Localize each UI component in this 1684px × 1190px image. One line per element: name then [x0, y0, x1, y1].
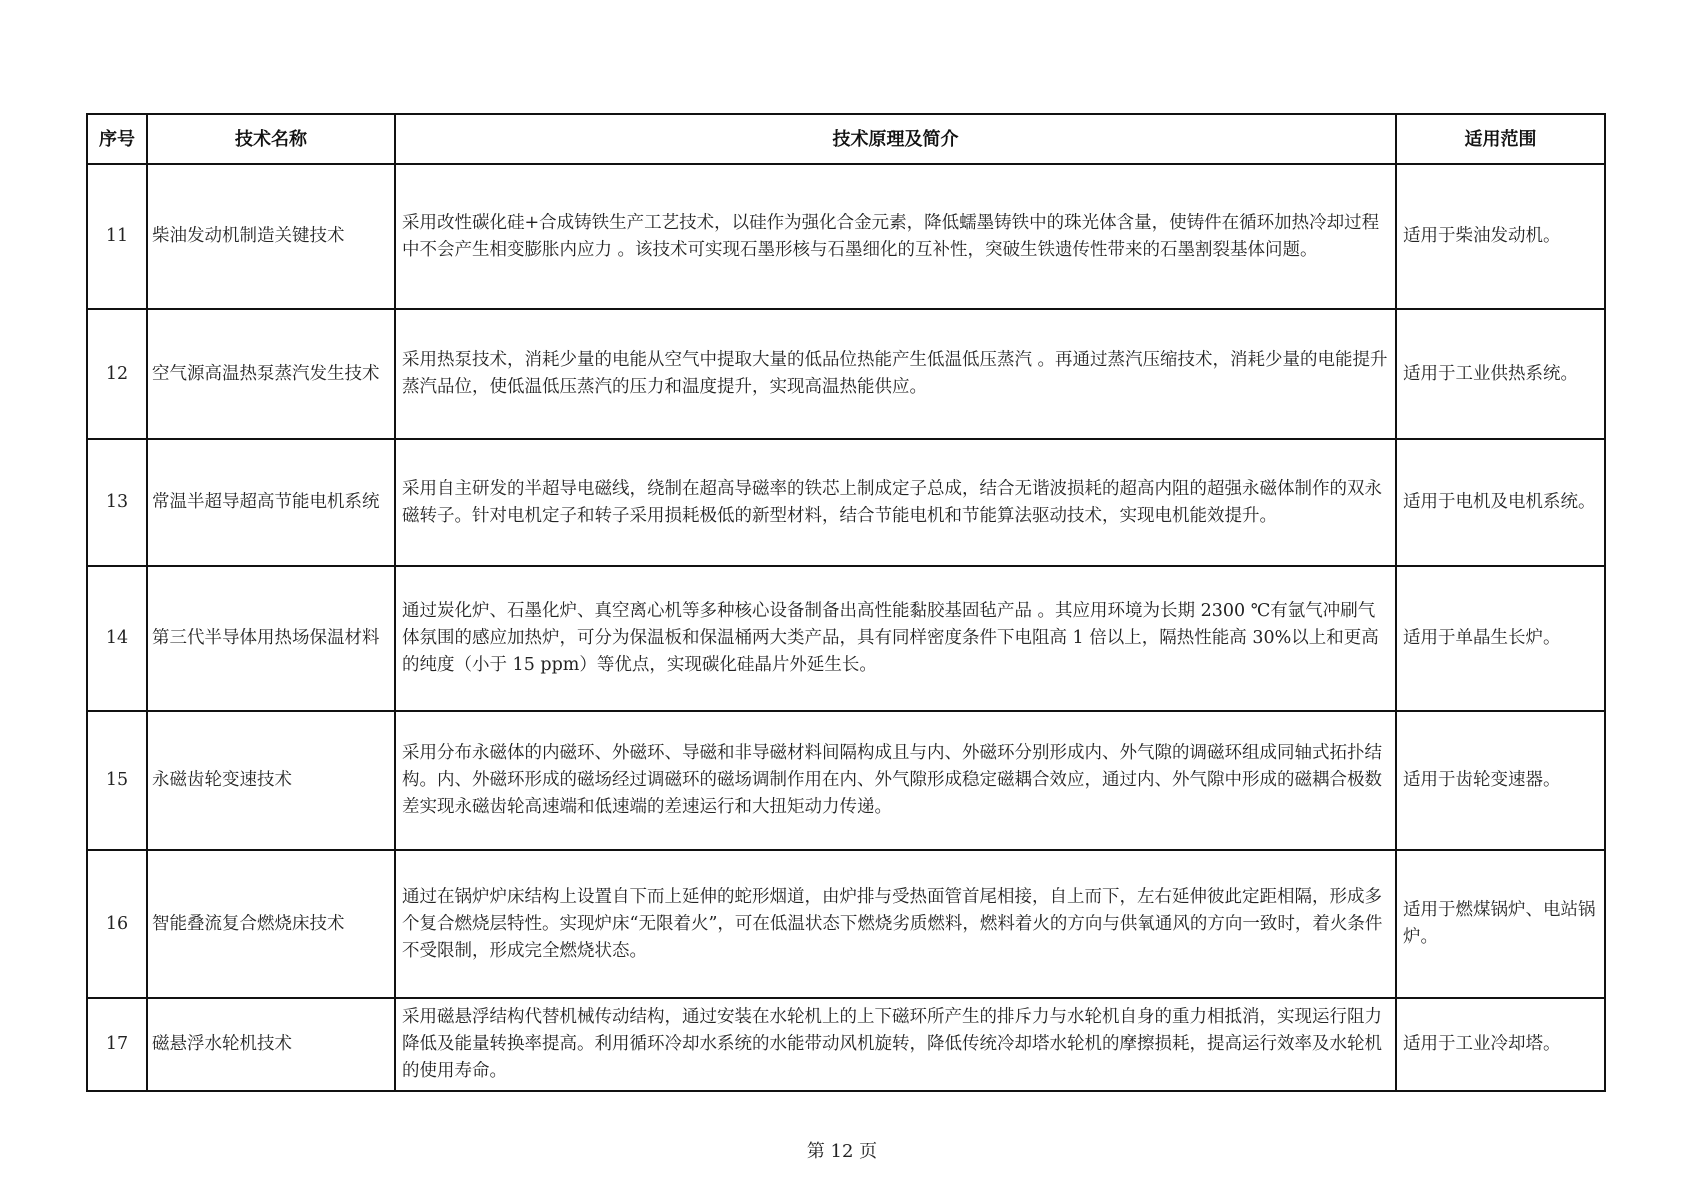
row-scope: 适用于柴油发动机。: [1396, 164, 1605, 309]
row-description: 通过炭化炉、石墨化炉、真空离心机等多种核心设备制备出高性能黏胶基固毡产品 。其应用环境为长期 2300 ℃有氩气冲刷气体氛围的感应加热炉，可分为保温板和保温桶两大类产品，具有同样密度条件下电阻高 1 倍以上，隔热性能高 30%以上和更高的纯度（小于 15 ppm）等优点，实现碳化硅晶片外延生长。: [395, 566, 1396, 711]
page-number: 第 12 页: [806, 1141, 878, 1162]
row-tech-name: 智能叠流复合燃烧床技术: [147, 850, 395, 998]
header-scope: 适用范围: [1396, 114, 1605, 164]
table-row: [87, 439, 1605, 566]
table-row: [87, 998, 1605, 1091]
row-no: 12: [87, 309, 147, 439]
table-row: [87, 309, 1605, 439]
row-no: 17: [87, 998, 147, 1091]
row-no: 13: [87, 439, 147, 566]
row-scope: 适用于单晶生长炉。: [1396, 566, 1605, 711]
row-description: 采用分布永磁体的内磁环、外磁环、导磁和非导磁材料间隔构成且与内、外磁环分别形成内、外气隙的调磁环组成同轴式拓扑结构。内、外磁环形成的磁场经过调磁环的磁场调制作用在内、外气隙形成稳定磁耦合效应，通过内、外气隙中形成的磁耦合极数差实现永磁齿轮高速端和低速端的差速运行和大扭矩动力传递。: [395, 711, 1396, 850]
row-description: 采用改性碳化硅+合成铸铁生产工艺技术，以硅作为强化合金元素，降低蠕墨铸铁中的珠光体含量，使铸件在循环加热冷却过程中不会产生相变膨胀内应力 。该技术可实现石墨形核与石墨细化的互补性，突破生铁遗传性带来的石墨割裂基体问题。: [395, 164, 1396, 309]
table-row: [87, 164, 1605, 309]
row-description: 通过在锅炉炉床结构上设置自下而上延伸的蛇形烟道，由炉排与受热面管首尾相接，自上而下，左右延伸彼此定距相隔，形成多个复合燃烧层特性。实现炉床“无限着火”，可在低温状态下燃烧劣质燃料，燃料着火的方向与供氧通风的方向一致时，着火条件不受限制，形成完全燃烧状态。: [395, 850, 1396, 998]
row-no: 14: [87, 566, 147, 711]
header-no: 序号: [87, 114, 147, 164]
row-scope: 适用于电机及电机系统。: [1396, 439, 1605, 566]
header-desc: 技术原理及简介: [395, 114, 1396, 164]
row-scope: 适用于燃煤锅炉、电站锅炉。: [1396, 850, 1605, 998]
row-description: 采用热泵技术，消耗少量的电能从空气中提取大量的低品位热能产生低温低压蒸汽 。再通过蒸汽压缩技术，消耗少量的电能提升蒸汽品位，使低温低压蒸汽的压力和温度提升，实现高温热能供应。: [395, 309, 1396, 439]
row-tech-name: 空气源高温热泵蒸汽发生技术: [147, 309, 395, 439]
technology-table: [86, 113, 1606, 1092]
row-no: 15: [87, 711, 147, 850]
header-row: [87, 114, 1605, 164]
row-tech-name: 第三代半导体用热场保温材料: [147, 566, 395, 711]
row-tech-name: 常温半超导超高节能电机系统: [147, 439, 395, 566]
row-tech-name: 柴油发动机制造关键技术: [147, 164, 395, 309]
table-header: [87, 114, 1605, 164]
table-body: [87, 164, 1605, 1091]
row-tech-name: 磁悬浮水轮机技术: [147, 998, 395, 1091]
table-row: [87, 566, 1605, 711]
row-description: 采用自主研发的半超导电磁线，绕制在超高导磁率的铁芯上制成定子总成，结合无谐波损耗的超高内阻的超强永磁体制作的双永磁转子。针对电机定子和转子采用损耗极低的新型材料，结合节能电机和节能算法驱动技术，实现电机能效提升。: [395, 439, 1396, 566]
row-scope: 适用于工业供热系统。: [1396, 309, 1605, 439]
row-no: 11: [87, 164, 147, 309]
header-name: 技术名称: [147, 114, 395, 164]
row-no: 16: [87, 850, 147, 998]
table-row: [87, 711, 1605, 850]
row-scope: 适用于齿轮变速器。: [1396, 711, 1605, 850]
row-scope: 适用于工业冷却塔。: [1396, 998, 1605, 1091]
row-tech-name: 永磁齿轮变速技术: [147, 711, 395, 850]
table-row: [87, 850, 1605, 998]
row-description: 采用磁悬浮结构代替机械传动结构，通过安装在水轮机上的上下磁环所产生的排斥力与水轮机自身的重力相抵消，实现运行阻力降低及能量转换率提高。利用循环冷却水系统的水能带动风机旋转，降低传统冷却塔水轮机的摩擦损耗，提高运行效率及水轮机的使用寿命。: [395, 998, 1396, 1091]
